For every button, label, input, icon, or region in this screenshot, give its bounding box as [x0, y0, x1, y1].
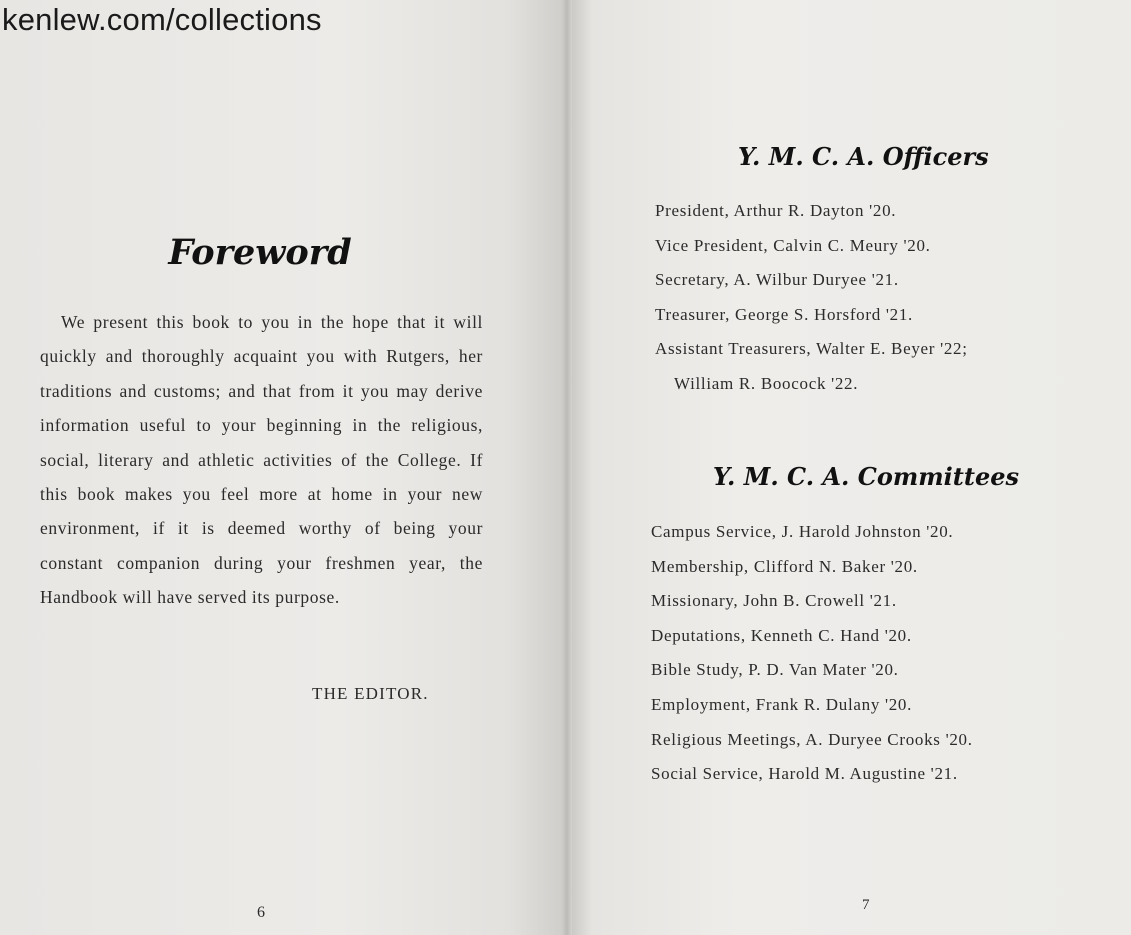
- editor-signature: THE EDITOR.: [312, 684, 429, 703]
- page-number-left: 6: [257, 904, 265, 921]
- foreword-paragraph: We present this book to you in the hope that it will quickly and thoroughly acquaint you with Rutgers, her traditions and customs; and that from it you may derive information useful to your beginning in the religious, social, literary and athletic activities of the College. If this book makes you feel more at home in your new environment, if it is deemed worthy of being your constant companion during your freshmen year, the Handbook will have served its purpose.: [40, 312, 483, 608]
- committee-entry: Missionary, John B. Crowell '21.: [651, 591, 897, 611]
- committees-list: [651, 522, 973, 799]
- committee-entry: Bible Study, P. D. Van Mater '20.: [651, 660, 899, 680]
- committee-entry: Social Service, Harold M. Augustine '21.: [651, 764, 958, 784]
- foreword-body: [40, 305, 483, 615]
- officers-heading: Y. M. C. A. Officers: [738, 142, 989, 171]
- officer-entry: William R. Boocock '22.: [674, 373, 859, 393]
- foreword-title: Foreword: [168, 232, 352, 273]
- committee-entry: Membership, Clifford N. Baker '20.: [651, 556, 918, 576]
- officer-entry: Assistant Treasurers, Walter E. Beyer '22;: [655, 339, 968, 359]
- officer-entry: Secretary, A. Wilbur Duryee '21.: [655, 270, 899, 290]
- committee-entry: Campus Service, J. Harold Johnston '20.: [651, 522, 954, 541]
- page-number-right: 7: [862, 897, 870, 913]
- committees-heading: Y. M. C. A. Committees: [713, 462, 1019, 491]
- committee-entry: Employment, Frank R. Dulany '20.: [651, 694, 913, 714]
- watermark-text: kenlew.com/collections: [2, 2, 322, 37]
- officer-entry: President, Arthur R. Dayton '20.: [655, 201, 897, 220]
- officers-list: [655, 201, 968, 409]
- officer-entry: Treasurer, George S. Horsford '21.: [655, 304, 914, 324]
- committee-entry: Deputations, Kenneth C. Hand '20.: [651, 625, 912, 645]
- committee-entry: Religious Meetings, A. Duryee Crooks '20.: [651, 729, 973, 749]
- officer-entry: Vice President, Calvin C. Meury '20.: [655, 235, 931, 255]
- book-gutter: [562, 0, 572, 935]
